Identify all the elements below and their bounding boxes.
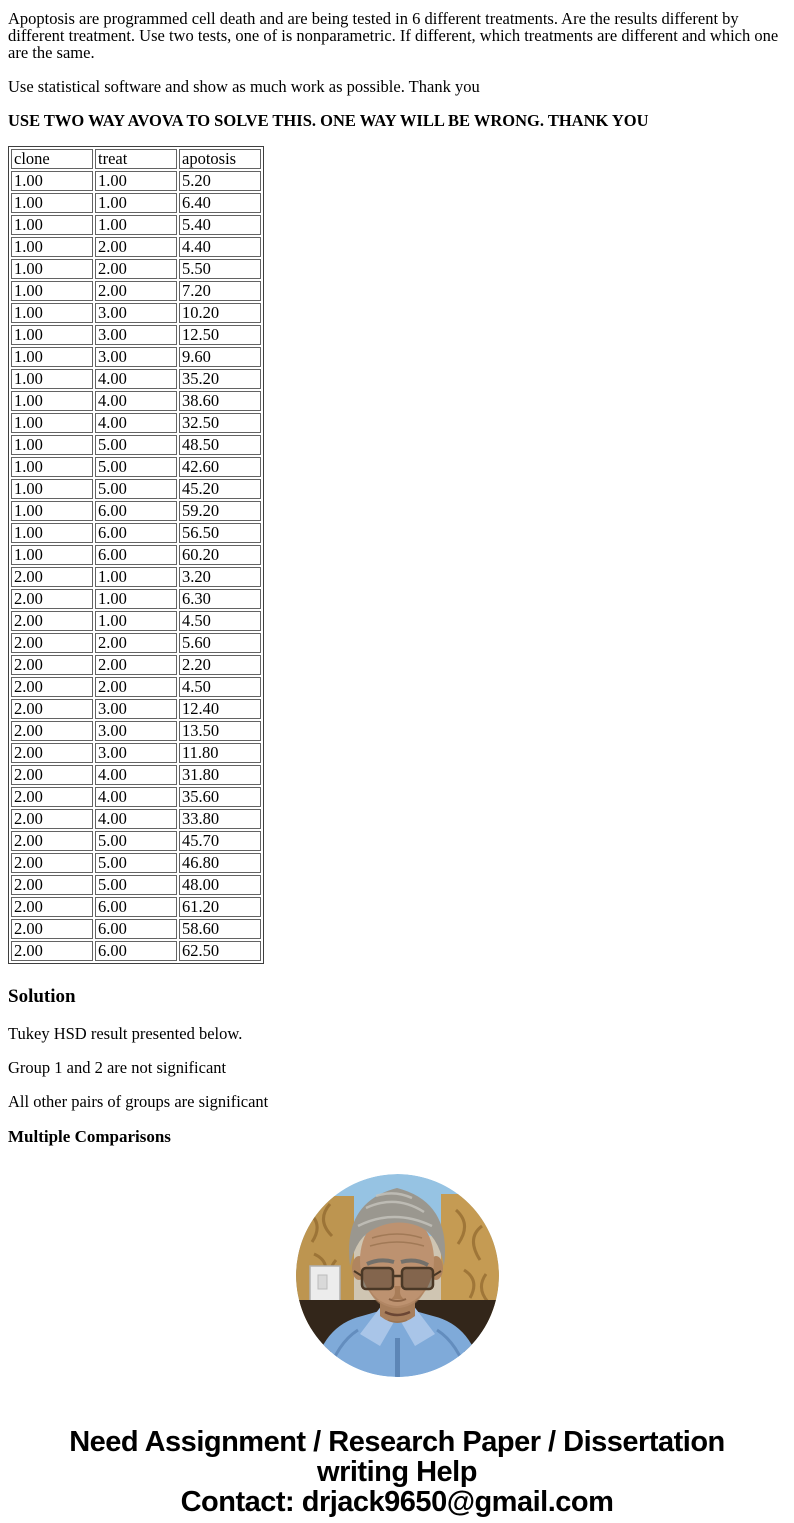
photo-section — [8, 1174, 786, 1377]
table-cell: 5.60 — [179, 633, 261, 653]
table-cell: 2.00 — [11, 567, 93, 587]
solution-heading: Solution — [8, 986, 76, 1007]
table-row — [11, 853, 261, 873]
table-cell: 6.30 — [179, 589, 261, 609]
table-cell: 3.20 — [179, 567, 261, 587]
table-cell: 2.00 — [11, 897, 93, 917]
table-cell: 2.00 — [11, 875, 93, 895]
table-cell: 5.00 — [95, 457, 177, 477]
table-cell: 6.00 — [95, 919, 177, 939]
tukey-result-note: Tukey HSD result presented below. — [8, 1024, 243, 1043]
table-cell: 2.00 — [11, 809, 93, 829]
table-row — [11, 633, 261, 653]
table-cell: 2.00 — [11, 941, 93, 961]
table-cell: 5.00 — [95, 831, 177, 851]
table-cell: 31.80 — [179, 765, 261, 785]
table-cell: 11.80 — [179, 743, 261, 763]
table-row — [11, 523, 261, 543]
table-cell: 4.00 — [95, 369, 177, 389]
table-cell: 2.00 — [11, 765, 93, 785]
anova-instruction: USE TWO WAY AVOVA TO SOLVE THIS. ONE WAY WILL BE WRONG. THANK YOU — [8, 111, 649, 130]
table-cell: 9.60 — [179, 347, 261, 367]
table-row — [11, 941, 261, 961]
table-cell: 1.00 — [11, 303, 93, 323]
table-cell: 3.00 — [95, 325, 177, 345]
table-cell: 4.00 — [95, 809, 177, 829]
table-cell: 1.00 — [11, 435, 93, 455]
table-cell: 32.50 — [179, 413, 261, 433]
table-cell: 5.50 — [179, 259, 261, 279]
table-row — [11, 699, 261, 719]
table-cell: 1.00 — [11, 281, 93, 301]
advert-contact-line: Contact: drjack9650@gmail.com — [180, 1486, 614, 1518]
finding-groups-not-significant: Group 1 and 2 are not significant — [8, 1058, 227, 1077]
intro-paragraph: Apoptosis are programmed cell death and are being tested in 6 different treatments. Are the results different by different treatment. Use two tests, one of is nonparametric. If different, which treatments are different and which one are the same. — [8, 9, 779, 62]
table-cell: 1.00 — [11, 237, 93, 257]
table-row — [11, 259, 261, 279]
table-cell: 13.50 — [179, 721, 261, 741]
table-cell: 5.20 — [179, 171, 261, 191]
table-row — [11, 501, 261, 521]
table-cell: 1.00 — [95, 567, 177, 587]
table-cell: 1.00 — [11, 171, 93, 191]
table-row — [11, 589, 261, 609]
table-row — [11, 721, 261, 741]
table-cell: 1.00 — [11, 391, 93, 411]
table-cell: 1.00 — [11, 545, 93, 565]
column-header: apotosis — [179, 149, 261, 169]
table-cell: 2.00 — [11, 611, 93, 631]
table-cell: 2.00 — [11, 589, 93, 609]
data-table-body — [11, 171, 261, 961]
table-row — [11, 193, 261, 213]
software-note-paragraph: Use statistical software and show as much work as possible. Thank you — [8, 77, 480, 96]
table-cell: 1.00 — [11, 325, 93, 345]
advert-footer — [8, 1427, 786, 1517]
portrait-illustration — [296, 1174, 499, 1377]
table-cell: 60.20 — [179, 545, 261, 565]
table-cell: 1.00 — [95, 611, 177, 631]
table-cell: 35.60 — [179, 787, 261, 807]
table-row — [11, 809, 261, 829]
table-row — [11, 457, 261, 477]
table-cell: 1.00 — [11, 523, 93, 543]
table-cell: 5.00 — [95, 875, 177, 895]
table-cell: 5.40 — [179, 215, 261, 235]
table-row — [11, 875, 261, 895]
table-cell: 2.00 — [11, 853, 93, 873]
table-row — [11, 567, 261, 587]
table-cell: 1.00 — [11, 457, 93, 477]
table-cell: 2.00 — [11, 699, 93, 719]
table-cell: 2.00 — [95, 237, 177, 257]
column-header: treat — [95, 149, 177, 169]
table-cell: 3.00 — [95, 303, 177, 323]
table-cell: 1.00 — [11, 501, 93, 521]
data-table — [8, 146, 264, 964]
table-row — [11, 787, 261, 807]
table-cell: 7.20 — [179, 281, 261, 301]
table-cell: 1.00 — [95, 215, 177, 235]
tutor-portrait-photo — [296, 1174, 499, 1377]
table-cell: 1.00 — [11, 347, 93, 367]
table-cell: 1.00 — [95, 171, 177, 191]
table-row — [11, 303, 261, 323]
table-cell: 6.00 — [95, 523, 177, 543]
table-cell: 48.50 — [179, 435, 261, 455]
table-cell: 2.00 — [11, 743, 93, 763]
table-cell: 48.00 — [179, 875, 261, 895]
table-cell: 2.00 — [95, 259, 177, 279]
table-cell: 2.00 — [11, 919, 93, 939]
table-cell: 56.50 — [179, 523, 261, 543]
table-cell: 59.20 — [179, 501, 261, 521]
table-cell: 10.20 — [179, 303, 261, 323]
table-cell: 45.20 — [179, 479, 261, 499]
table-cell: 3.00 — [95, 699, 177, 719]
table-row — [11, 611, 261, 631]
table-row — [11, 435, 261, 455]
table-cell: 1.00 — [95, 589, 177, 609]
table-cell: 1.00 — [95, 193, 177, 213]
table-cell: 45.70 — [179, 831, 261, 851]
table-row — [11, 413, 261, 433]
table-cell: 42.60 — [179, 457, 261, 477]
table-cell: 2.00 — [11, 655, 93, 675]
finding-other-pairs-significant: All other pairs of groups are significant — [8, 1092, 269, 1111]
table-cell: 3.00 — [95, 743, 177, 763]
table-cell: 6.00 — [95, 897, 177, 917]
table-cell: 2.00 — [95, 281, 177, 301]
table-cell: 2.00 — [11, 633, 93, 653]
table-cell: 2.00 — [11, 831, 93, 851]
table-row — [11, 677, 261, 697]
table-row — [11, 369, 261, 389]
table-cell: 1.00 — [11, 259, 93, 279]
table-cell: 6.00 — [95, 501, 177, 521]
table-cell: 1.00 — [11, 369, 93, 389]
table-cell: 2.00 — [95, 677, 177, 697]
table-row — [11, 743, 261, 763]
table-cell: 4.00 — [95, 413, 177, 433]
table-cell: 4.00 — [95, 787, 177, 807]
table-cell: 2.00 — [11, 721, 93, 741]
table-row — [11, 919, 261, 939]
table-cell: 58.60 — [179, 919, 261, 939]
table-cell: 1.00 — [11, 215, 93, 235]
table-row — [11, 391, 261, 411]
table-row — [11, 765, 261, 785]
table-cell: 4.40 — [179, 237, 261, 257]
table-cell: 3.00 — [95, 721, 177, 741]
table-cell: 1.00 — [11, 193, 93, 213]
table-cell: 6.40 — [179, 193, 261, 213]
table-cell: 2.00 — [11, 677, 93, 697]
table-cell: 6.00 — [95, 941, 177, 961]
table-cell: 33.80 — [179, 809, 261, 829]
table-cell: 4.00 — [95, 391, 177, 411]
table-cell: 12.40 — [179, 699, 261, 719]
table-row — [11, 237, 261, 257]
multiple-comparisons-heading: Multiple Comparisons — [8, 1127, 171, 1146]
table-row — [11, 655, 261, 675]
column-header: clone — [11, 149, 93, 169]
table-row — [11, 325, 261, 345]
table-row — [11, 545, 261, 565]
table-cell: 4.00 — [95, 765, 177, 785]
advert-line: Need Assignment / Research Paper / Dissertation — [69, 1426, 725, 1458]
table-cell: 2.00 — [95, 633, 177, 653]
advert-line: writing Help — [317, 1456, 477, 1488]
table-row — [11, 171, 261, 191]
table-cell: 35.20 — [179, 369, 261, 389]
table-cell: 4.50 — [179, 611, 261, 631]
table-row — [11, 479, 261, 499]
table-cell: 4.50 — [179, 677, 261, 697]
table-cell: 2.00 — [11, 787, 93, 807]
table-row — [11, 215, 261, 235]
table-cell: 1.00 — [11, 479, 93, 499]
table-row — [11, 897, 261, 917]
table-cell: 46.80 — [179, 853, 261, 873]
data-table-head-row — [11, 149, 261, 169]
table-cell: 2.00 — [95, 655, 177, 675]
table-row — [11, 347, 261, 367]
table-cell: 61.20 — [179, 897, 261, 917]
table-cell: 12.50 — [179, 325, 261, 345]
table-cell: 5.00 — [95, 853, 177, 873]
table-cell: 2.20 — [179, 655, 261, 675]
table-cell: 5.00 — [95, 479, 177, 499]
table-row — [11, 281, 261, 301]
table-cell: 6.00 — [95, 545, 177, 565]
table-cell: 5.00 — [95, 435, 177, 455]
table-cell: 1.00 — [11, 413, 93, 433]
table-row — [11, 831, 261, 851]
table-cell: 3.00 — [95, 347, 177, 367]
table-cell: 38.60 — [179, 391, 261, 411]
table-cell: 62.50 — [179, 941, 261, 961]
